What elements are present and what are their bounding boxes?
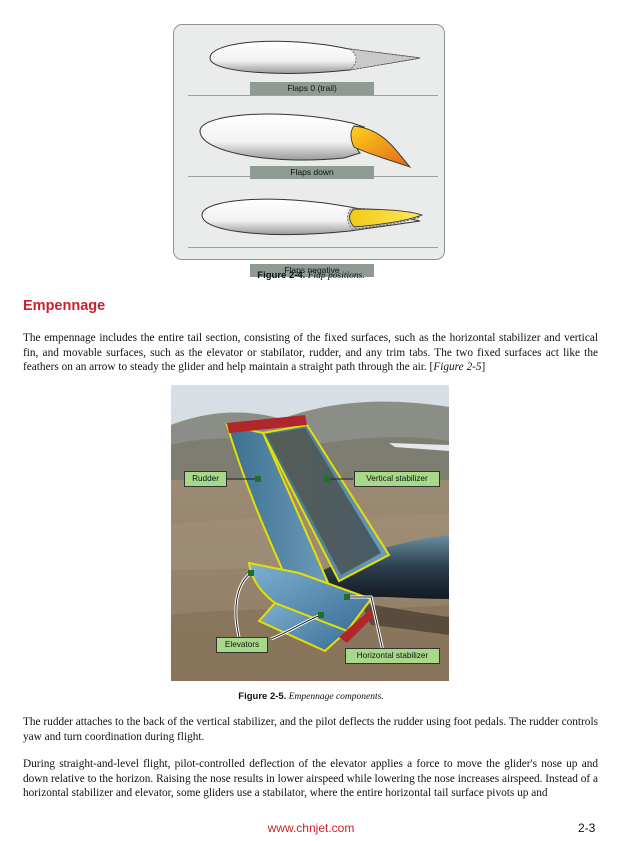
paragraph-rudder: The rudder attaches to the back of the vertical stabilizer, and the pilot deflects the rudder using foot pedals. The rudder controls yaw and turn coordination during flight. (23, 716, 598, 743)
figure-2-4-number: Figure 2-4. (257, 270, 306, 281)
airfoil-flaps-negative (174, 185, 446, 261)
figure-2-5-title: Empennage components. (288, 692, 384, 702)
flap-label-negative: Flaps negative (250, 264, 374, 277)
figure-2-5-caption (0, 691, 622, 702)
paragraph-elevator: During straight-and-level flight, pilot-controlled deflection of the elevator applies a force to move the glider's nose up and down relative to the horizon. Raising the nose results in lower airspeed while lowering the nose increases airspeed. Instead of a horizontal stabilizer and elevator, some gliders use a stabilator, where the entire horizontal tail surface pivots up and (23, 758, 598, 799)
flap-row-trail (174, 25, 446, 101)
callout-horizontal-stabilizer: Horizontal stabilizer (345, 648, 440, 664)
flap-row-down (174, 101, 446, 177)
empennage-photo (171, 385, 449, 681)
figure-reference: Figure 2-5 (433, 361, 482, 373)
figure-2-5-number: Figure 2-5. (238, 691, 287, 702)
figure-2-4-caption (0, 270, 622, 281)
empennage-illustration (171, 385, 449, 681)
figure-2-4-title: Flap positions. (307, 271, 365, 281)
callout-elevators: Elevators (216, 637, 268, 653)
callout-rudder: Rudder (184, 471, 227, 487)
flap-positions-figure (173, 24, 445, 275)
page-number: 2-3 (578, 821, 596, 835)
flap-label-trail: Flaps 0 (trail) (250, 82, 374, 95)
flap-label-down: Flaps down (250, 166, 374, 179)
section-heading: Empennage (23, 298, 106, 314)
paragraph-empennage-intro: The empennage includes the entire tail section, consisting of the fixed surfaces, such as the horizontal stabilizer and vertical fin, and movable surfaces, such as the elevator or stabilator, rudder, and any trim tabs. The two fixed surfaces act like the feathers on an arrow to steady the glider and help maintain a straight path through the air. [Figure 2-5] (23, 332, 598, 373)
footer-watermark-url: www.chnjet.com (267, 821, 355, 835)
callout-vertical-stabilizer: Vertical stabilizer (354, 471, 440, 487)
flap-row-negative (174, 185, 446, 275)
